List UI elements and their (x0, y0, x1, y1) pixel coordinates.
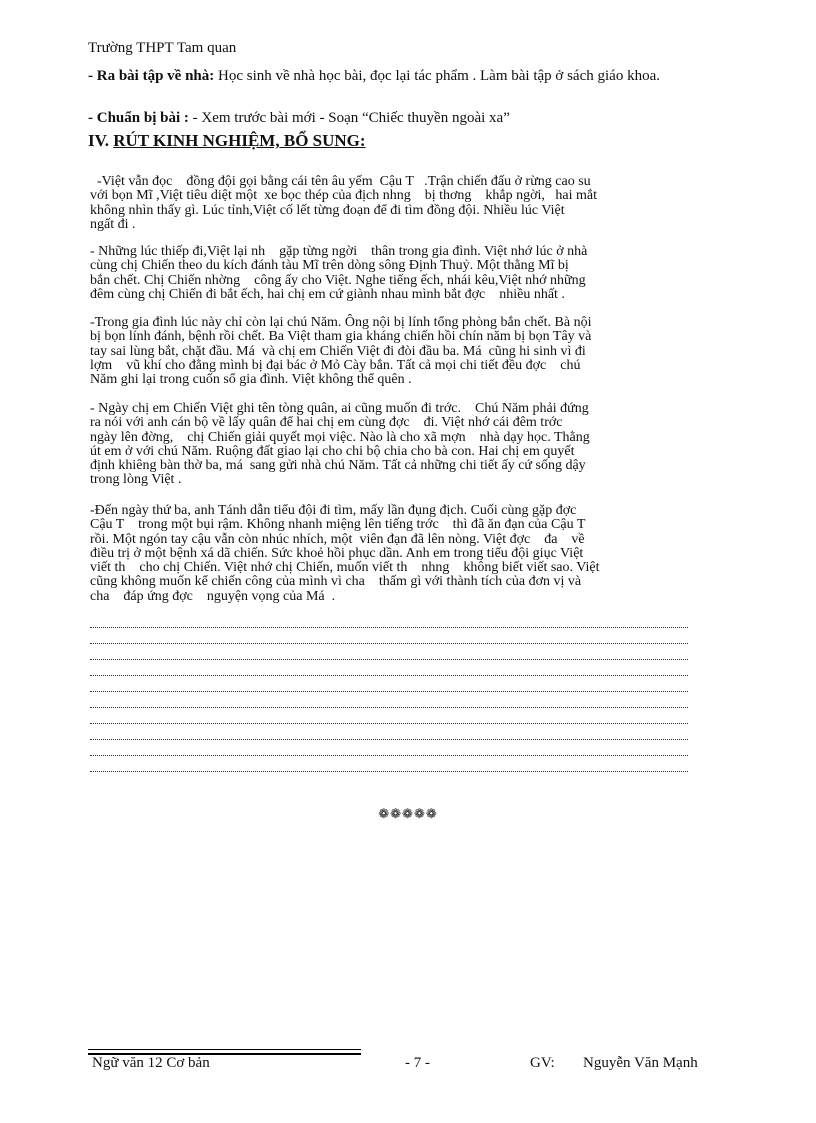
paragraph-line: - Ngày chị em Chiến Việt ghi tên tòng quân, ai cũng muốn đi trớc. Chú Năm phải đứng (90, 401, 589, 416)
paragraph (90, 402, 700, 488)
paragraph-line: cha đáp ứng đợc nguyện vọng của Má . (90, 588, 336, 604)
paragraph-line: ra nói với anh cán bộ về lấy quân để hai chị em cùng đợc đi. Việt nhớ cái đêm trớc (90, 415, 563, 431)
paragraph (90, 504, 700, 604)
dotted-line (90, 628, 688, 644)
blank-writing-lines (90, 612, 688, 772)
footer-teacher: Nguyễn Văn Mạnh (583, 1055, 698, 1071)
paragraph-line: với bọn Mĩ ,Việt tiêu diệt một xe bọc thép của địch nhng bị thơng khắp ngời, hai mắt (90, 188, 598, 204)
footer-gv-label: GV: (530, 1055, 555, 1071)
paragraph-line: cùng chị Chiến theo du kích đánh tàu Mĩ trên dòng sông Định Thuỷ. Một thằng Mĩ bị (90, 258, 569, 274)
school-header: Trường THPT Tam quan (88, 40, 237, 56)
paragraph-line: bị bọn lính đánh, bệnh rồi chết. Ba Việt tham gia kháng chiến hồi chín năm bị bọn Tây và (90, 329, 592, 345)
paragraph-line: cũng không muốn kể chiến công của mình vì cha thấm gì với thành tích của đơn vị và (90, 574, 582, 590)
homework-text: Học sinh về nhà học bài, đọc lại tác phẩm . Làm bài tập ở sách giáo khoa. (214, 68, 660, 84)
dotted-line (90, 644, 688, 660)
paragraph-line: ngất đi . (90, 216, 136, 232)
dotted-line (90, 676, 688, 692)
paragraph (90, 245, 700, 302)
paragraph-line: Cậu T trong một bụi rậm. Không nhanh miệng lên tiếng trớc thì đã ăn đạn của Cậu T (90, 517, 586, 533)
prepare-line (88, 110, 510, 127)
paragraph-line: -Trong gia đình lúc này chỉ còn lại chú Năm. Ông nội bị lính tổng phòng bắn chết. Bà nội (90, 315, 592, 330)
dotted-line (90, 756, 688, 772)
homework-label: - Ra bài tập về nhà: (88, 68, 215, 84)
prepare-text: - Xem trước bài mới - Soạn “Chiếc thuyền ngoài xa” (188, 110, 510, 126)
paragraph-line: định khiêng bàn thờ ba, má sang gửi nhà chú Năm. Tất cả những chi tiết ấy cứ sống dậy (90, 458, 586, 474)
paragraph-line: lợm vũ khí cho đằng mình bị đại bác ở Mỏ Cày bắn. Tất cả mọi chi tiết đều đợc chú (90, 357, 581, 373)
dotted-line (90, 692, 688, 708)
dotted-line (90, 660, 688, 676)
paragraph-line: - Những lúc thiếp đi,Việt lại nh gặp từng ngời thân trong gia đình. Việt nhớ lúc ở nhà (90, 244, 588, 259)
paragraph (90, 316, 700, 387)
paragraph-line: tay sai lùng bắt, chặt đầu. Má và chị em Chiến Việt đi đòi đầu ba. Má cũng hi sinh vì đi (90, 343, 586, 359)
paragraph-line: điều trị ở một bệnh xá dã chiến. Sức khoẻ hồi phục dần. Anh em trong tiểu đội giục Việt (90, 545, 584, 561)
paragraph-line: viết th cho chị Chiến. Việt nhớ chị Chiến, muốn viết th nhng không biết viết sao. Việt (90, 560, 600, 576)
homework-line (88, 64, 738, 88)
section-heading (88, 131, 366, 151)
footer-subject: Ngữ văn 12 Cơ bản (92, 1055, 210, 1071)
page-number: - 7 - (405, 1055, 430, 1071)
section-title: RÚT KINH NGHIỆM, BỔ SUNG: (113, 131, 366, 150)
paragraph-line: không nhìn thấy gì. Lúc tỉnh,Việt cố lết từng đoạn để đi tìm đồng đội. Nhiều lúc Việt (90, 202, 565, 218)
prepare-label: - Chuẩn bị bài : (88, 110, 189, 126)
paragraph-line: -Việt vẫn đọc đồng đội gọi bằng cái tên âu yếm Cậu T .Trận chiến đấu ở rừng cao su (90, 174, 591, 189)
paragraph-line: út em ở với chú Năm. Ruộng đất giao lại cho chi bộ chia cho bà con. Hai chị em quyết (90, 443, 575, 459)
paragraph (90, 175, 700, 232)
dotted-line (90, 724, 688, 740)
paragraph-line: rồi. Một ngón tay cậu vẫn còn nhúc nhích, một viên đạn đã lên nòng. Việt đợc đa về (90, 531, 585, 547)
dotted-line (90, 708, 688, 724)
dotted-line (90, 612, 688, 628)
dotted-line (90, 740, 688, 756)
paragraph-line: Năm ghi lại trong cuốn sổ gia đình. Việt không thể quên . (90, 372, 412, 388)
paragraph-line: đêm cùng chị Chiến đi bắt ếch, hai chị em cứ giành nhau mình bắt đợc nhiều nhất . (90, 286, 565, 302)
section-number: IV. (88, 131, 114, 150)
paragraph-line: trong lòng Việt . (90, 472, 182, 488)
flower-ornament-icon: ❁❁❁❁❁ (378, 806, 438, 821)
paragraph-line: ngày lên đờng, chị Chiến giải quyết mọi việc. Nào là cho xã mợn nhà dạy học. Thằng (90, 429, 590, 445)
paragraph-line: bắn chết. Chị Chiến nhờng công ấy cho Việt. Nghe tiếng ếch, nhái kêu,Việt nhớ những (90, 272, 586, 288)
paragraph-line: -Đến ngày thứ ba, anh Tánh dẫn tiểu đội đi tìm, mấy lần đụng địch. Cuối cùng gặp đợc (90, 503, 577, 518)
